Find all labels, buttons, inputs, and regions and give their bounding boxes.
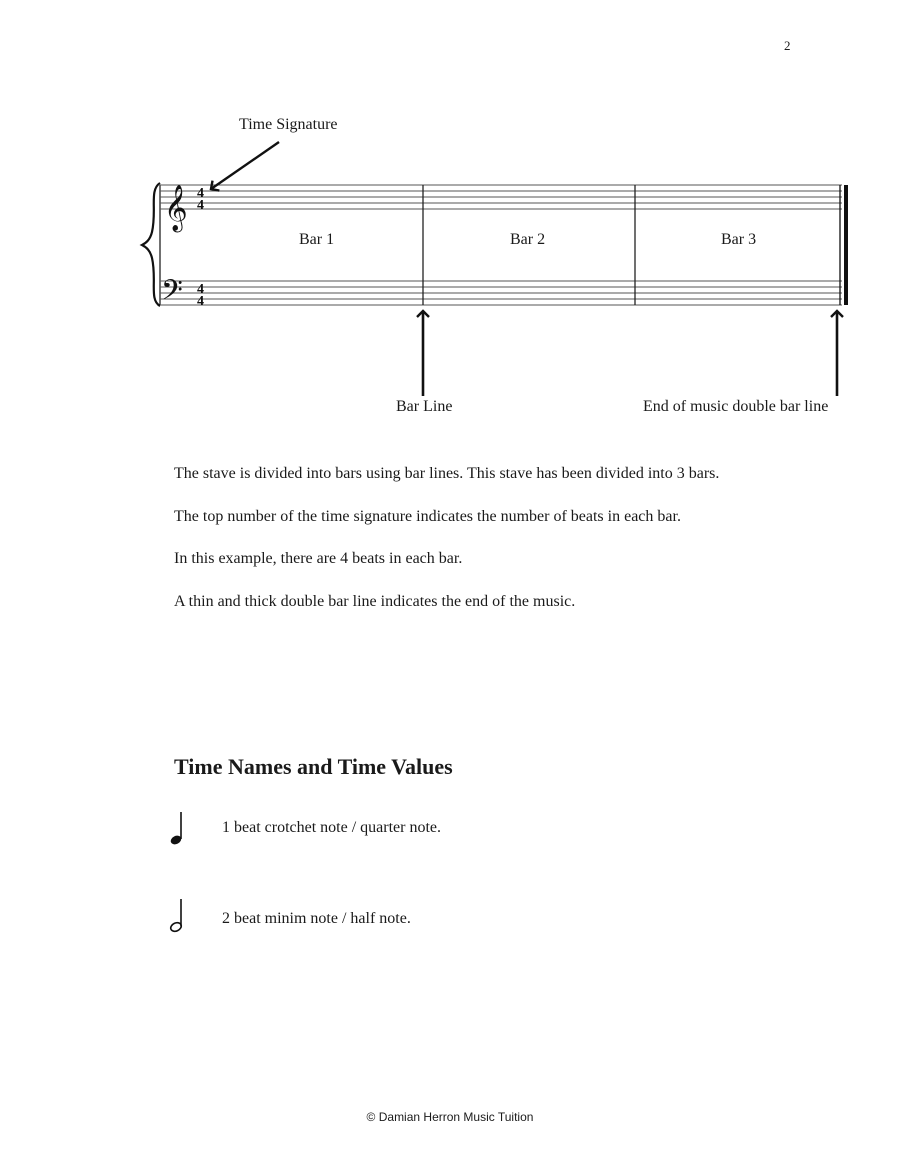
paragraph-bars: The stave is divided into bars using bar lines. This stave has been divided into 3 bars.	[174, 465, 720, 482]
brace	[142, 183, 160, 306]
end-double-bar-label: End of music double bar line	[643, 398, 829, 415]
crotchet-description: 1 beat crotchet note / quarter note.	[222, 819, 442, 836]
svg-text:4: 4	[197, 198, 204, 213]
treble-staff	[160, 185, 842, 209]
svg-text:4: 4	[197, 282, 204, 297]
paragraph-time-signature: The top number of the time signature indicates the number of beats in each bar.	[174, 508, 681, 525]
time-signature-arrow	[211, 142, 279, 189]
svg-text:4: 4	[197, 294, 204, 309]
bar-2-label: Bar 2	[510, 231, 546, 248]
svg-text:4: 4	[197, 186, 204, 201]
treble-clef-icon: 𝄞	[164, 185, 188, 231]
minim-description: 2 beat minim note / half note.	[222, 910, 411, 927]
paragraph-double-bar: A thin and thick double bar line indicates the end of the music.	[174, 593, 576, 610]
bar-3-label: Bar 3	[721, 231, 757, 248]
section-title: Time Names and Time Values	[174, 754, 453, 779]
bar-1-label: Bar 1	[299, 231, 335, 248]
bass-clef-icon: 𝄢	[161, 274, 183, 314]
time-signature-label: Time Signature	[239, 116, 338, 133]
time-signature-treble	[197, 186, 204, 213]
footer-copyright: © Damian Herron Music Tuition	[366, 1110, 534, 1124]
time-signature-bass	[197, 282, 204, 309]
crotchet-note-icon	[168, 808, 192, 848]
grand-staff-diagram	[0, 0, 900, 440]
minim-note-icon	[168, 895, 192, 935]
paragraph-beats: In this example, there are 4 beats in each bar.	[174, 550, 463, 567]
bass-staff	[160, 281, 842, 305]
bar-line-label: Bar Line	[396, 398, 453, 415]
page-number: 2	[784, 38, 791, 53]
